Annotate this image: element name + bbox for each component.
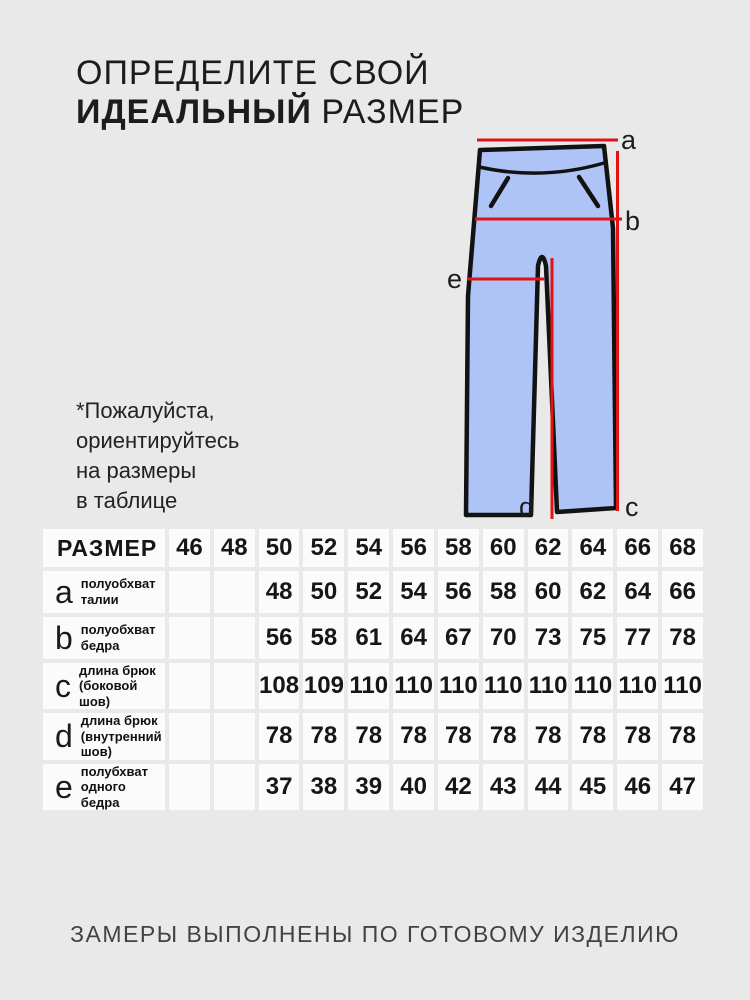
measure-value-c-64: 110: [572, 663, 613, 710]
size-column-header-46: 46: [169, 529, 210, 567]
measure-value-e-48: [214, 764, 255, 811]
measure-label-c: c: [625, 492, 639, 522]
measure-value-d-68: 78: [662, 713, 703, 760]
pants-diagram: [430, 118, 665, 533]
measure-value-a-56: 54: [393, 571, 434, 613]
measure-value-c-52: 109: [303, 663, 344, 710]
row-header-c: [43, 663, 165, 710]
size-column-header-54: 54: [348, 529, 389, 567]
size-column-header-66: 66: [617, 529, 658, 567]
measure-value-e-64: 45: [572, 764, 613, 811]
size-column-header-64: 64: [572, 529, 613, 567]
measure-value-a-60: 58: [483, 571, 524, 613]
measure-value-c-54: 110: [348, 663, 389, 710]
note-text: [76, 396, 239, 516]
measure-value-e-50: 37: [259, 764, 300, 811]
measure-value-d-48: [214, 713, 255, 760]
measure-label-text-d: длина брюк (внутренний шов): [80, 713, 162, 759]
measure-value-a-68: 66: [662, 571, 703, 613]
size-table: [43, 529, 703, 810]
measure-value-d-58: 78: [438, 713, 479, 760]
measure-value-c-68: 110: [662, 663, 703, 710]
measure-letter-e: e: [55, 768, 73, 805]
measure-value-c-46: [169, 663, 210, 710]
measure-value-a-52: 50: [303, 571, 344, 613]
measure-value-e-56: 40: [393, 764, 434, 811]
title-rest-word: РАЗМЕР: [321, 93, 465, 131]
size-column-header-62: 62: [528, 529, 569, 567]
measure-value-b-62: 73: [528, 617, 569, 659]
measure-label-b: b: [625, 206, 641, 236]
measure-value-b-58: 67: [438, 617, 479, 659]
row-header-d: [43, 713, 165, 760]
measure-letter-d: d: [55, 718, 73, 755]
measure-value-d-60: 78: [483, 713, 524, 760]
measure-value-d-52: 78: [303, 713, 344, 760]
measure-value-e-62: 44: [528, 764, 569, 811]
measure-value-a-50: 48: [259, 571, 300, 613]
measure-value-a-62: 60: [528, 571, 569, 613]
measure-value-b-52: 58: [303, 617, 344, 659]
measure-letter-a: a: [55, 573, 73, 610]
size-column-header-68: 68: [662, 529, 703, 567]
measure-value-b-46: [169, 617, 210, 659]
measure-value-b-54: 61: [348, 617, 389, 659]
size-column-header-60: 60: [483, 529, 524, 567]
measure-value-b-60: 70: [483, 617, 524, 659]
size-column-header-52: 52: [303, 529, 344, 567]
measure-value-a-48: [214, 571, 255, 613]
measure-value-e-52: 38: [303, 764, 344, 811]
measure-value-d-56: 78: [393, 713, 434, 760]
row-header-e: [43, 764, 165, 811]
size-header-label: РАЗМЕР: [43, 529, 165, 567]
measure-letter-b: b: [55, 619, 73, 656]
measure-value-b-66: 77: [617, 617, 658, 659]
note-line-3: на размеры: [76, 458, 197, 483]
measure-value-e-66: 46: [617, 764, 658, 811]
note-line-1: *Пожалуйста,: [76, 398, 215, 423]
measure-value-d-62: 78: [528, 713, 569, 760]
measure-value-a-66: 64: [617, 571, 658, 613]
measure-value-c-60: 110: [483, 663, 524, 710]
measure-label-text-b: полуобхват бедра: [80, 622, 156, 653]
page-title: [76, 54, 464, 132]
measure-value-b-50: 56: [259, 617, 300, 659]
row-header-b: [43, 617, 165, 659]
measure-value-b-64: 75: [572, 617, 613, 659]
measure-value-e-68: 47: [662, 764, 703, 811]
measure-value-d-66: 78: [617, 713, 658, 760]
title-bold-word: ИДЕАЛЬНЫЙ: [76, 93, 312, 131]
measure-value-a-46: [169, 571, 210, 613]
measure-label-d: d: [518, 492, 534, 522]
measure-value-c-50: 108: [259, 663, 300, 710]
measure-value-a-64: 62: [572, 571, 613, 613]
measure-label-a: a: [621, 125, 637, 155]
measure-value-e-60: 43: [483, 764, 524, 811]
measure-value-c-62: 110: [528, 663, 569, 710]
size-column-header-58: 58: [438, 529, 479, 567]
title-line2: [76, 93, 464, 132]
measure-value-c-48: [214, 663, 255, 710]
measure-label-text-a: полуобхват талии: [80, 576, 156, 607]
pants-illustration: [430, 118, 665, 533]
title-line1: ОПРЕДЕЛИТЕ СВОЙ: [76, 54, 430, 92]
size-column-header-50: 50: [259, 529, 300, 567]
measure-value-c-66: 110: [617, 663, 658, 710]
measure-value-c-58: 110: [438, 663, 479, 710]
measure-value-b-48: [214, 617, 255, 659]
measure-value-e-46: [169, 764, 210, 811]
measure-value-d-64: 78: [572, 713, 613, 760]
measure-value-e-58: 42: [438, 764, 479, 811]
measure-value-d-46: [169, 713, 210, 760]
size-column-header-56: 56: [393, 529, 434, 567]
measure-value-d-54: 78: [348, 713, 389, 760]
note-line-4: в таблице: [76, 488, 178, 513]
size-column-header-48: 48: [214, 529, 255, 567]
note-line-2: ориентируйтесь: [76, 428, 240, 453]
measure-value-a-58: 56: [438, 571, 479, 613]
measure-value-c-56: 110: [393, 663, 434, 710]
measure-value-d-50: 78: [259, 713, 300, 760]
measure-label-e: e: [447, 264, 463, 294]
footer-note: ЗАМЕРЫ ВЫПОЛНЕНЫ ПО ГОТОВОМУ ИЗДЕЛИЮ: [70, 921, 680, 947]
measure-letter-c: c: [55, 667, 71, 704]
measure-value-b-56: 64: [393, 617, 434, 659]
measure-value-e-54: 39: [348, 764, 389, 811]
row-header-a: [43, 571, 165, 613]
measure-value-a-54: 52: [348, 571, 389, 613]
measure-label-text-c: длина брюк (боковой шов): [79, 662, 156, 709]
measure-label-text-e: полубхват одного бедра: [80, 763, 148, 810]
measure-value-b-68: 78: [662, 617, 703, 659]
